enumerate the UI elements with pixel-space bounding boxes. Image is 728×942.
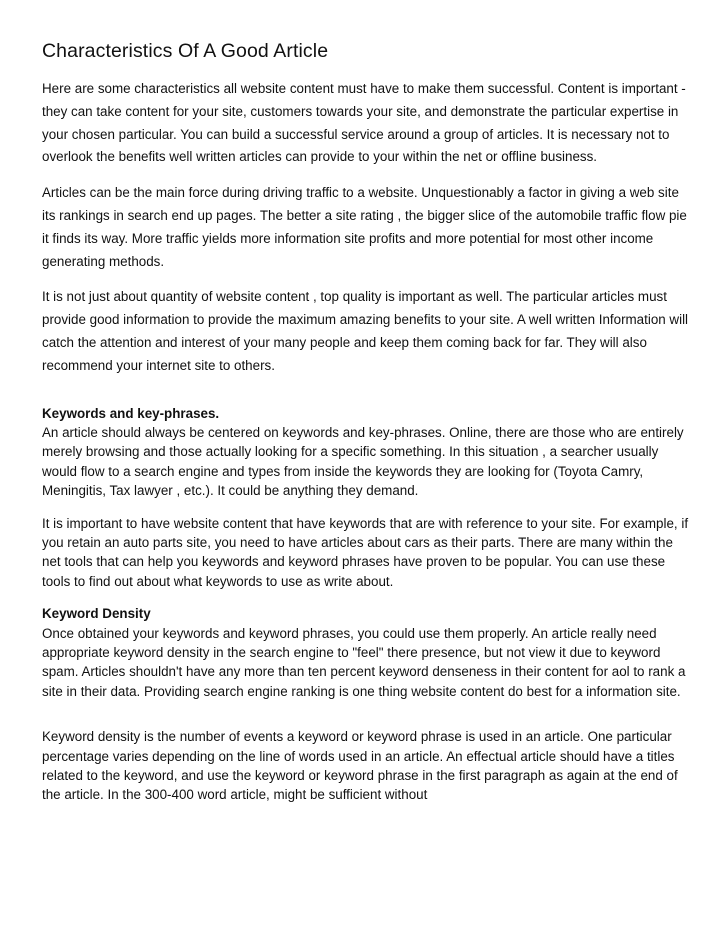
intro-paragraph-3: It is not just about quantity of website content , top quality is important as well. The particular articles must provide good information to provide the maximum amazing benefits to your site. A well written Information will catch the attention and interest of your many people and keep them coming back for far. They will also recommend your internet site to others. [42,289,689,373]
section-density-paragraph-2: Keyword density is the number of events a keyword or keyword phrase is used in an article. One particular percentage varies depending on the line of words used in an article. An effectual article should have a titles related to the keyword, and use the keyword or keyword phrase in the first paragraph as again at the end of the article. In the 300-400 word article, might be sufficient without [42,729,678,803]
intro-paragraph-1: Here are some characteristics all website content must have to make them successful. Content is important - they can take content for your site, customers towards your site, and demonstrate the particular expertise in your chosen particular. You can build a successful service around a group of articles. It is necessary not to overlook the benefits well written articles can provide to your within the net or offline business. [42,81,686,165]
section-keyword-density [42,604,690,805]
section-density-paragraph-1: Once obtained your keywords and keyword phrases, you could use them properly. An article really need appropriate keyword density in the search engine to "feel" there presence, but not view it due to keyword spam. Articles shouldn't have any more than ten percent keyword denseness in their content for aol to rank a site in their data. Providing search engine ranking is one thing website content do best for a information site. [42,625,686,699]
section-heading-keywords: Keywords and key-phrases. [42,405,220,421]
section-heading-keyword-density: Keyword Density [42,606,151,622]
document-title: Characteristics Of A Good Article [42,40,329,62]
document-page [42,38,690,818]
intro-paragraph-2: Articles can be the main force during driving traffic to a website. Unquestionably a factor in giving a web site its rankings in search end up pages. The better a site rating , the bigger slice of the automobile traffic flow pie it finds its way. More traffic yields more information site profits and more potential for most other income generating methods. [42,185,687,269]
section-keywords [42,404,690,592]
section-keywords-paragraph-1: An article should always be centered on keywords and key-phrases. Online, there are those who are entirely merely browsing and those actually looking for a specific something. In this situation , a searcher usually would flow to a search engine and types from inside the keywords they are looking for (Toyota Camry, Meningitis, Tax lawyer , etc.). It could be anything they demand. [42,424,684,499]
section-keywords-paragraph-2: It is important to have website content that have keywords that are with reference to your site. For example, if you retain an auto parts site, you need to have articles about cars as their parts. There are many within the net tools that can help you keywords and keyword phrases have proven to be popular. You can use these tools to find out about what keywords to use as write about. [42,515,689,589]
